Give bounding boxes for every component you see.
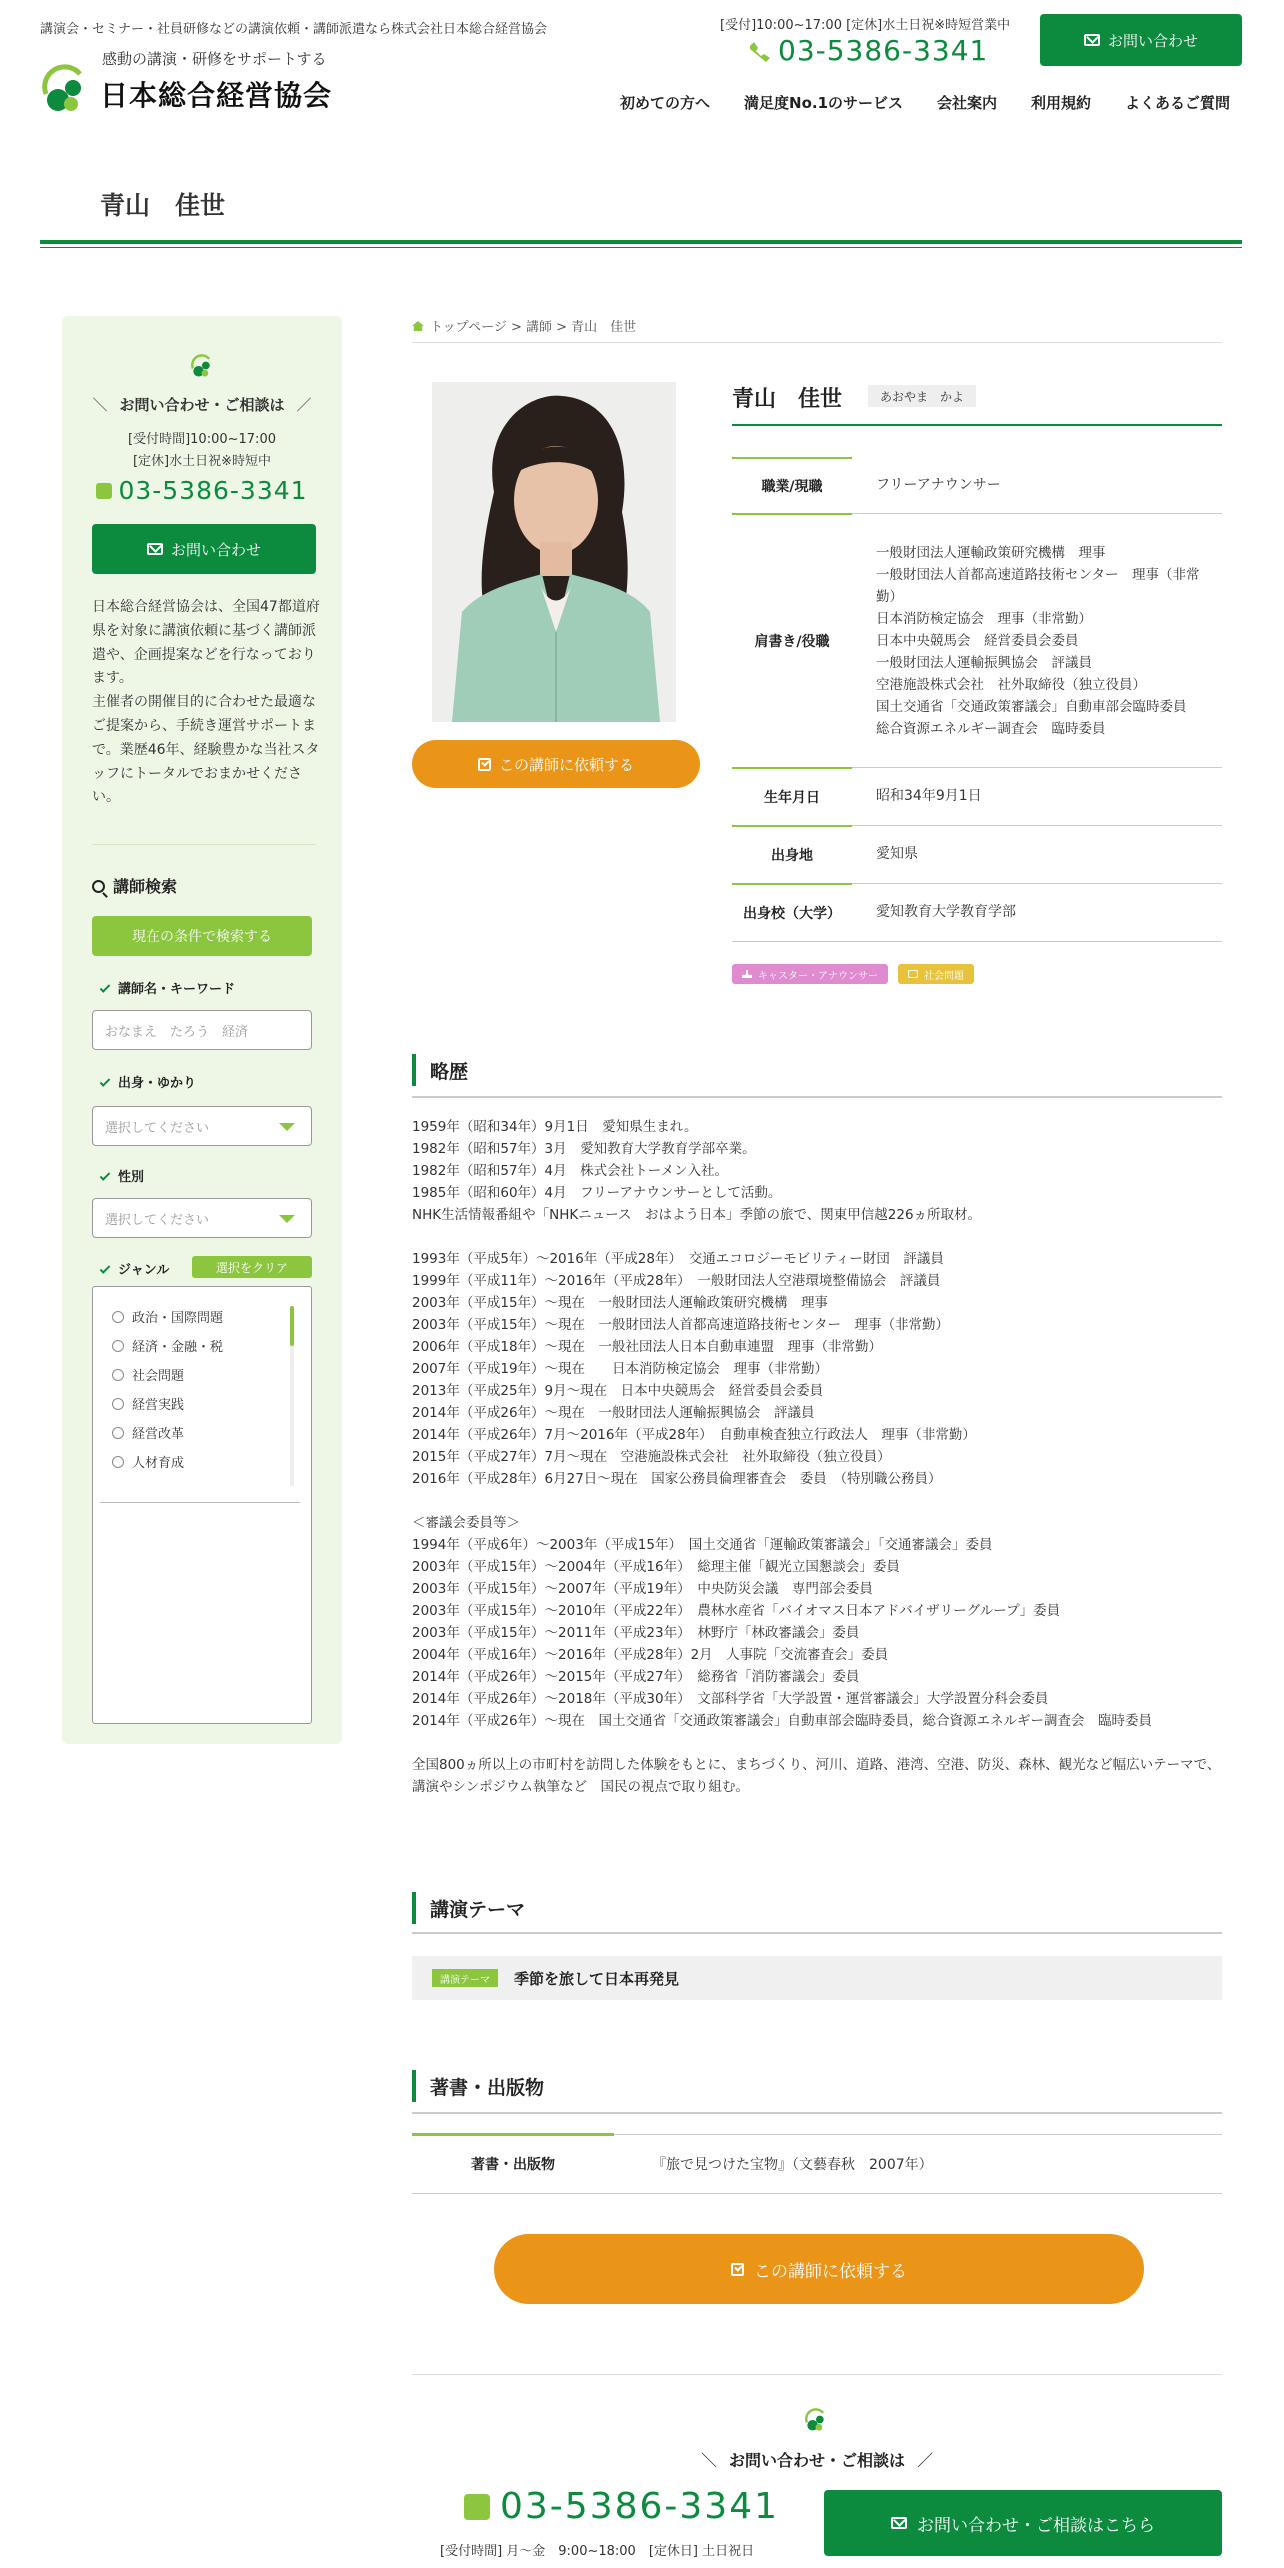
profile-value: 愛知教育大学教育学部: [876, 904, 1016, 921]
tag-label: キャスター・アナウンサー: [758, 970, 878, 982]
request-speaker-button-bottom[interactable]: [494, 2234, 1144, 2304]
profile-value: フリーアナウンサー: [876, 477, 1001, 494]
theme-badge: 講演テーマ: [432, 1969, 498, 1987]
footer-phone-number: 03-5386-3341: [500, 2486, 780, 2527]
check-icon: [100, 1263, 111, 1274]
logo-subtitle: 感動の講演・研修をサポートする: [102, 50, 327, 68]
speaker-name: 青山 佳世: [732, 387, 843, 412]
genre-scrollbar-thumb[interactable]: [290, 1306, 294, 1346]
header-phone[interactable]: [750, 34, 988, 67]
breadcrumb-divider: [412, 342, 1222, 343]
profile-label: 生年月日: [764, 789, 820, 806]
gender-label-text: 性別: [118, 1170, 145, 1185]
theme-text: 季節を旅して日本再発見: [514, 1969, 680, 1988]
sidebar-phone[interactable]: [62, 476, 342, 505]
mail-icon: [891, 2517, 907, 2529]
phone-icon: [750, 42, 770, 62]
footer-phone[interactable]: [464, 2486, 779, 2527]
title-divider-thin: [40, 247, 1242, 248]
tag-caster[interactable]: [732, 964, 888, 984]
breadcrumb[interactable]: [412, 316, 636, 335]
profile-row-birthdate: [732, 768, 1222, 826]
breadcrumb-text: トップページ > 講師 > 青山 佳世: [430, 320, 637, 335]
keyword-input[interactable]: [92, 1010, 312, 1050]
publications-heading: 著書・出版物: [412, 2070, 1222, 2102]
genre-item[interactable]: [112, 1302, 292, 1331]
keyword-placeholder: おなまえ たろう 経済: [105, 1024, 249, 1040]
speaker-search-title: [92, 874, 177, 897]
theme-row: [412, 1956, 1222, 2000]
home-icon: [412, 321, 424, 331]
publications-divider: [412, 2112, 1222, 2114]
career-text: 1959年（昭和34年）9月1日 愛知県生まれ。 1982年（昭和57年）3月 愛知教育大学教育学部卒業。 1982年（昭和57年）4月 株式会社トーメン入社。 1985年（昭和60年）4月 フリーアナウンサーとして活動。 NHK生活情報番組や「NHKニュース おはよう日本」季節の旅で、関東甲信越226ヵ所取材。 1993年（平成5年）～2016年（平成28年） 交通エコロジーモビリティー財団 評議員 1999年（平成11年）～2016年（平成28年） 一般財団法人空港環境整備協会 評議員 2003年（平成15年）～現在 一般財団法人運輸政策研究機構 理事 2003年（平成15年）～現在 一般財団法人首都高速道路技術センター 理事（非常勤） 2006年（平成18年）～現在 一般社団法人日本自動車連盟 理事（非常勤） 2007年（平成19年）～現在 日本消防検定協会 理事（非常勤） 2013年（平成25年）9月～現在 日本中央競馬会 経営委員会委員 2014年（平成26年）～現在 一般財団法人運輸振興協会 評議員 2014年（平成26年）7月～2016年（平成28年） 自動車検査独立行政法人 理事（非常勤） 2015年（平成27年）7月～現在 空港施設株式会社 社外取締役（独立役員） 2016年（平成28年）6月27日～現在 国家公務員倫理審査会 委員 （特別職公務員） ＜審議会委員等＞ 1994年（平成6年）～2003年（平成15年） 国土交通省「運輸政策審議会」「交通審議会」委員 2003年（平成15年）～2004年（平成16年） 総理主催「観光立国懇談会」委員 2003年（平成15年）～2007年（平成19年） 中央防災会議 専門部会委員 2003年（平成15年）～2010年（平成22年） 農林水産省「バイオマス日本アドバイザリーグループ」委員 2003年（平成15年）～2011年（平成23年） 林野庁「林政審議会」委員 2004年（平成16年）～2016年（平成28年）2月 人事院「交流審査会」委員 2014年（平成26年）～2015年（平成27年） 総務省「消防審議会」委員 2014年（平成26年）～2018年（平成30年） 文部科学省「大学設置・運営審議会」大学設置分科会委員 2014年（平成26年）～現在 国土交通省「交通政策審議会」自動車部会臨時委員，総合資源エネルギー調査会 臨時委員 全国800ヵ所以上の市町村を訪問した体験をもとに、まちづくり、河川、道路、港湾、空港、防災、森林、観光など幅広いテーマで、講演やシンポジウム執筆など 国民の視点で取り組む。: [412, 1119, 1221, 1795]
search-icon: [92, 880, 105, 893]
request-speaker-button[interactable]: [412, 740, 700, 788]
check-icon: [100, 982, 111, 993]
genre-item[interactable]: [112, 1331, 292, 1360]
genre-item[interactable]: [112, 1389, 292, 1418]
sidebar-hours-2: [定休]水土日祝※時短中: [132, 454, 272, 469]
profile-value: 一般財団法人運輸政策研究機構 理事 一般財団法人首都高速道路技術センター 理事（非常勤） 日本消防検定協会 理事（非常勤） 日本中央競馬会 経営委員会委員 一般財団法人運輸振興協会 評議員 空港施設株式会社 社外取締役（独立役員） 国土交通省「交通政策審議会」自動車部会臨時委員 総合資源エネルギー調査会 臨時委員: [876, 544, 1200, 737]
genre-field-label: [100, 1259, 169, 1278]
genre-list-fold: [100, 1502, 300, 1503]
check-icon: [100, 1170, 111, 1181]
speaker-reading: あおやま かよ: [868, 385, 976, 407]
speaker-name-divider: [732, 424, 1222, 426]
nav-item-terms[interactable]: 利用規約: [1031, 94, 1092, 112]
speaker-photo: [432, 382, 676, 722]
radio-icon: [112, 1311, 124, 1323]
genre-label-text: ジャンル: [118, 1263, 170, 1278]
footer-divider: [412, 2374, 1222, 2375]
genre-item-label: 経済・金融・税: [132, 1340, 224, 1355]
tag-label: 社会問題: [924, 970, 964, 982]
speaker-search-label: 講師検索: [113, 877, 178, 896]
sidebar-phone-number: 03-5386-3341: [118, 476, 308, 505]
genre-item[interactable]: [112, 1447, 292, 1476]
mic-icon: [742, 970, 752, 978]
sidebar-description: 日本総合経営協会は、全国47都道府県を対象に講演依頼に基づく講師派遣や、企画提案などを行なっております。 主催者の開催目的に合わせた最適なご提案から、手続き運営サポートまで。業歴46年、経験豊かな当社スタッフにトータルでおまかせください。: [92, 599, 320, 806]
genre-item-label: 政治・国際問題: [132, 1311, 224, 1326]
sidebar-inquiry-title: お問い合わせ・ご相談は: [119, 396, 285, 414]
request-speaker-label: この講師に依頼する: [754, 2261, 907, 2282]
profile-label: 出身地: [771, 847, 813, 864]
genre-item-label: 経営実践: [132, 1398, 185, 1413]
profile-row-university: [732, 884, 1222, 942]
checkbox-icon: [478, 758, 491, 771]
header-phone-number: 03-5386-3341: [778, 34, 989, 67]
themes-heading: 講演テーマ: [412, 1892, 1222, 1924]
tag-social[interactable]: [898, 964, 974, 984]
origin-field-label: [100, 1072, 196, 1091]
clear-selection-button[interactable]: [192, 1256, 312, 1278]
header-hours: [受付]10:00~17:00 [定休]水土日祝※時短営業中: [720, 18, 1011, 33]
radio-icon: [112, 1340, 124, 1352]
check-icon: [100, 1076, 111, 1087]
profile-row-birthplace: [732, 826, 1222, 884]
checkbox-icon: [731, 2263, 744, 2276]
sidebar-logo-icon: [190, 354, 214, 378]
sidebar-contact-button[interactable]: [92, 524, 316, 574]
career-divider: [412, 1096, 1222, 1098]
phone-icon: [96, 483, 112, 499]
profile-label: 職業/現職: [761, 478, 823, 495]
gender-select[interactable]: [92, 1198, 312, 1238]
profile-label: 肩書き/役職: [754, 633, 830, 650]
nav-item-company[interactable]: 会社案内: [937, 94, 998, 112]
header-contact-button[interactable]: [1040, 14, 1242, 66]
logo-text[interactable]: 日本総合経営協会: [100, 79, 333, 112]
radio-icon: [112, 1369, 124, 1381]
dropdown-arrow-icon: [279, 1123, 295, 1131]
profile-label: 出身校（大学）: [743, 905, 841, 922]
radio-icon: [112, 1456, 124, 1468]
genre-list: [112, 1302, 292, 1476]
origin-label-text: 出身・ゆかり: [118, 1076, 197, 1091]
origin-select[interactable]: [92, 1106, 312, 1146]
themes-divider: [412, 1932, 1222, 1934]
mail-icon: [1084, 34, 1100, 46]
sidebar-inquiry-heading: ＼ お問い合わせ・ご相談は ／: [92, 396, 312, 414]
clear-selection-label: 選択をクリア: [215, 1260, 288, 1275]
profile-row-titles: [732, 514, 1222, 768]
nav-item-faq[interactable]: よくあるご質問: [1125, 94, 1231, 112]
sidebar-contact-label: お問い合わせ: [170, 540, 261, 559]
title-divider: [40, 240, 1242, 244]
genre-item-label: 社会問題: [132, 1369, 185, 1384]
footer-contact-label: お問い合わせ・ご相談はこちら: [917, 2515, 1155, 2536]
profile-row-occupation: [732, 458, 1222, 514]
page-title: 青山 佳世: [100, 191, 226, 220]
genre-item[interactable]: [112, 1418, 292, 1447]
origin-select-value: 選択してください: [105, 1120, 210, 1136]
footer-hours: [受付時間] 月〜金 9:00~18:00 [定休日] 土日祝日: [440, 2544, 755, 2559]
dropdown-arrow-icon: [279, 1215, 295, 1223]
chat-icon: [908, 970, 918, 978]
search-button[interactable]: 現在の条件で検索する: [92, 916, 312, 956]
profile-value: 愛知県: [876, 846, 918, 863]
request-speaker-label: この講師に依頼する: [498, 755, 634, 774]
keyword-label-text: 講師名・キーワード: [118, 982, 236, 997]
career-heading: 略歴: [412, 1054, 1222, 1086]
footer-inquiry-heading: ＼ お問い合わせ・ご相談は ／: [700, 2451, 934, 2470]
radio-icon: [112, 1398, 124, 1410]
footer-inquiry-title: お問い合わせ・ご相談は: [728, 2451, 905, 2470]
genre-item-label: 経営改革: [132, 1427, 185, 1442]
sidebar-divider: [92, 844, 316, 845]
sidebar-hours-1: [受付時間]10:00~17:00: [128, 432, 276, 447]
keyword-field-label: [100, 978, 235, 997]
header-contact-label: お問い合わせ: [1107, 31, 1198, 50]
radio-icon: [112, 1427, 124, 1439]
speaker-tags: [732, 964, 974, 984]
genre-item-label: 人材育成: [132, 1456, 185, 1471]
publications-label: 著書・出版物: [471, 2157, 555, 2173]
header-tagline: 講演会・セミナー・社員研修などの講演依頼・講師派遣なら株式会社日本総合経営協会: [40, 22, 548, 37]
mail-icon: [147, 543, 163, 555]
nav-item-services[interactable]: 満足度No.1のサービス: [744, 94, 904, 112]
phone-icon: [464, 2494, 490, 2520]
main-nav: [620, 92, 1230, 113]
publications-value: 『旅で見つけた宝物』（文藝春秋 2007年）: [652, 2157, 933, 2173]
nav-item-beginners[interactable]: 初めての方へ: [620, 94, 711, 112]
gender-select-value: 選択してください: [105, 1212, 210, 1228]
genre-item[interactable]: [112, 1360, 292, 1389]
footer-logo-icon: [804, 2408, 828, 2432]
profile-value: 昭和34年9月1日: [876, 788, 982, 805]
footer-contact-button[interactable]: [824, 2490, 1222, 2556]
logo-mark-icon[interactable]: [40, 64, 90, 114]
gender-field-label: [100, 1166, 144, 1185]
